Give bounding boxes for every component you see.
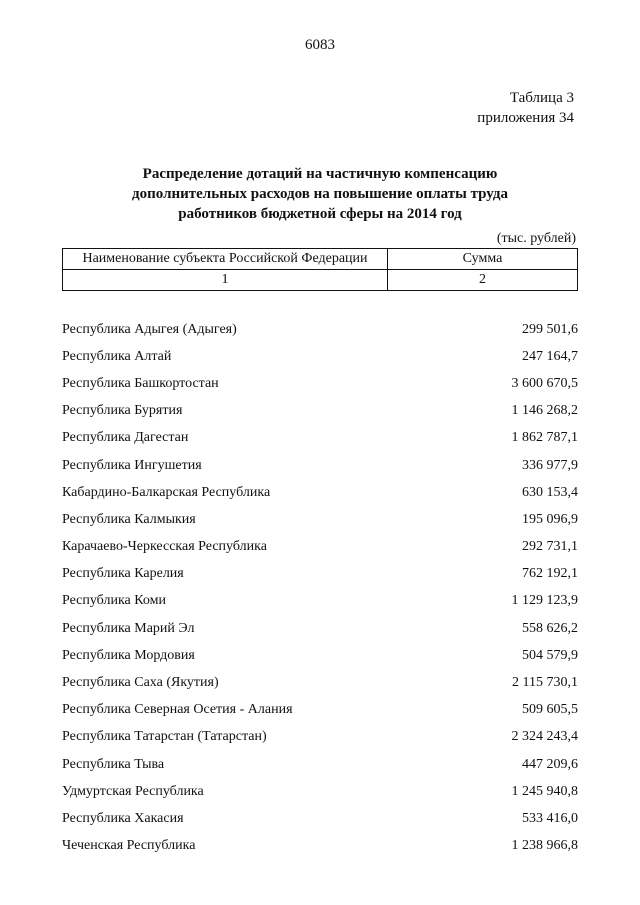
- table-header: [62, 248, 578, 291]
- region-amount: 2 324 243,4: [511, 729, 578, 745]
- table-row: [62, 642, 578, 669]
- region-amount: 299 501,6: [522, 321, 578, 337]
- region-name: Республика Алтай: [62, 348, 172, 364]
- region-name: Чеченская Республика: [62, 838, 196, 854]
- table-row: [62, 561, 578, 588]
- document-title: [0, 164, 640, 224]
- region-amount: 1 862 787,1: [511, 430, 578, 446]
- title-line-2: дополнительных расходов на повышение оплаты труда: [132, 186, 508, 202]
- page-number: 6083: [305, 37, 335, 53]
- table-row: [62, 588, 578, 615]
- region-amount: 533 416,0: [522, 810, 578, 826]
- region-name: Республика Ингушетия: [62, 457, 202, 473]
- table-row: [62, 452, 578, 479]
- region-name: Республика Бурятия: [62, 403, 183, 419]
- table-row: [62, 398, 578, 425]
- table-row: [62, 833, 578, 860]
- header-col-name: Наименование субъекта Российской Федерации: [63, 249, 388, 270]
- region-name: Республика Марий Эл: [62, 620, 195, 636]
- title-line-3: работников бюджетной сферы на 2014 год: [178, 206, 462, 222]
- region-amount: 3 600 670,5: [511, 375, 578, 391]
- region-name: Республика Адыгея (Адыгея): [62, 321, 237, 337]
- table-row: [62, 615, 578, 642]
- title-line-1: Распределение дотаций на частичную компенсацию: [142, 166, 498, 182]
- region-name: Республика Карелия: [62, 566, 184, 582]
- region-name: Республика Хакасия: [62, 810, 184, 826]
- region-amount: 1 245 940,8: [511, 783, 578, 799]
- region-amount: 630 153,4: [522, 484, 578, 500]
- region-amount: 1 238 966,8: [511, 838, 578, 854]
- region-amount: 509 605,5: [522, 702, 578, 718]
- table-ref-line-1: Таблица 3: [509, 90, 574, 106]
- region-amount: 558 626,2: [522, 620, 578, 636]
- region-name: Республика Коми: [62, 593, 166, 609]
- region-name: Карачаево-Черкесская Республика: [62, 539, 267, 555]
- table-ref-line-2: приложения 34: [477, 110, 574, 126]
- region-amount: 336 977,9: [522, 457, 578, 473]
- table-row: [62, 534, 578, 561]
- table-row: [62, 370, 578, 397]
- table-reference: [477, 88, 574, 128]
- region-amount: 247 164,7: [522, 348, 578, 364]
- table-row: [62, 343, 578, 370]
- region-name: Республика Калмыкия: [62, 511, 196, 527]
- table-row: [62, 778, 578, 805]
- table-row: [62, 425, 578, 452]
- region-name: Республика Мордовия: [62, 647, 195, 663]
- header-number-row: [63, 270, 578, 291]
- table-row: [62, 805, 578, 832]
- region-amount: 2 115 730,1: [512, 675, 578, 691]
- region-amount: 447 209,6: [522, 756, 578, 772]
- region-name: Республика Башкортостан: [62, 375, 219, 391]
- region-amount: 1 129 123,9: [511, 593, 578, 609]
- region-name: Республика Саха (Якутия): [62, 675, 219, 691]
- table-row: [62, 751, 578, 778]
- region-amount: 292 731,1: [522, 539, 578, 555]
- region-name: Кабардино-Балкарская Республика: [62, 484, 271, 500]
- region-amount: 504 579,9: [522, 647, 578, 663]
- units-label: (тыс. рублей): [496, 231, 576, 246]
- header-col-amount: Сумма: [388, 249, 578, 270]
- region-name: Республика Татарстан (Татарстан): [62, 729, 267, 745]
- header-col-number-2: 2: [388, 270, 578, 291]
- region-amount: 762 192,1: [522, 566, 578, 582]
- region-amount: 195 096,9: [522, 511, 578, 527]
- region-name: Республика Тыва: [62, 756, 165, 772]
- header-col-number-1: 1: [63, 270, 388, 291]
- header-row: [63, 249, 578, 270]
- table-row: [62, 316, 578, 343]
- table-row: [62, 506, 578, 533]
- table-row: [62, 479, 578, 506]
- region-name: Республика Дагестан: [62, 430, 189, 446]
- region-name: Республика Северная Осетия - Алания: [62, 702, 293, 718]
- table-body: [62, 316, 578, 860]
- region-name: Удмуртская Республика: [62, 783, 204, 799]
- table-row: [62, 724, 578, 751]
- table-row: [62, 669, 578, 696]
- table-row: [62, 697, 578, 724]
- region-amount: 1 146 268,2: [511, 403, 578, 419]
